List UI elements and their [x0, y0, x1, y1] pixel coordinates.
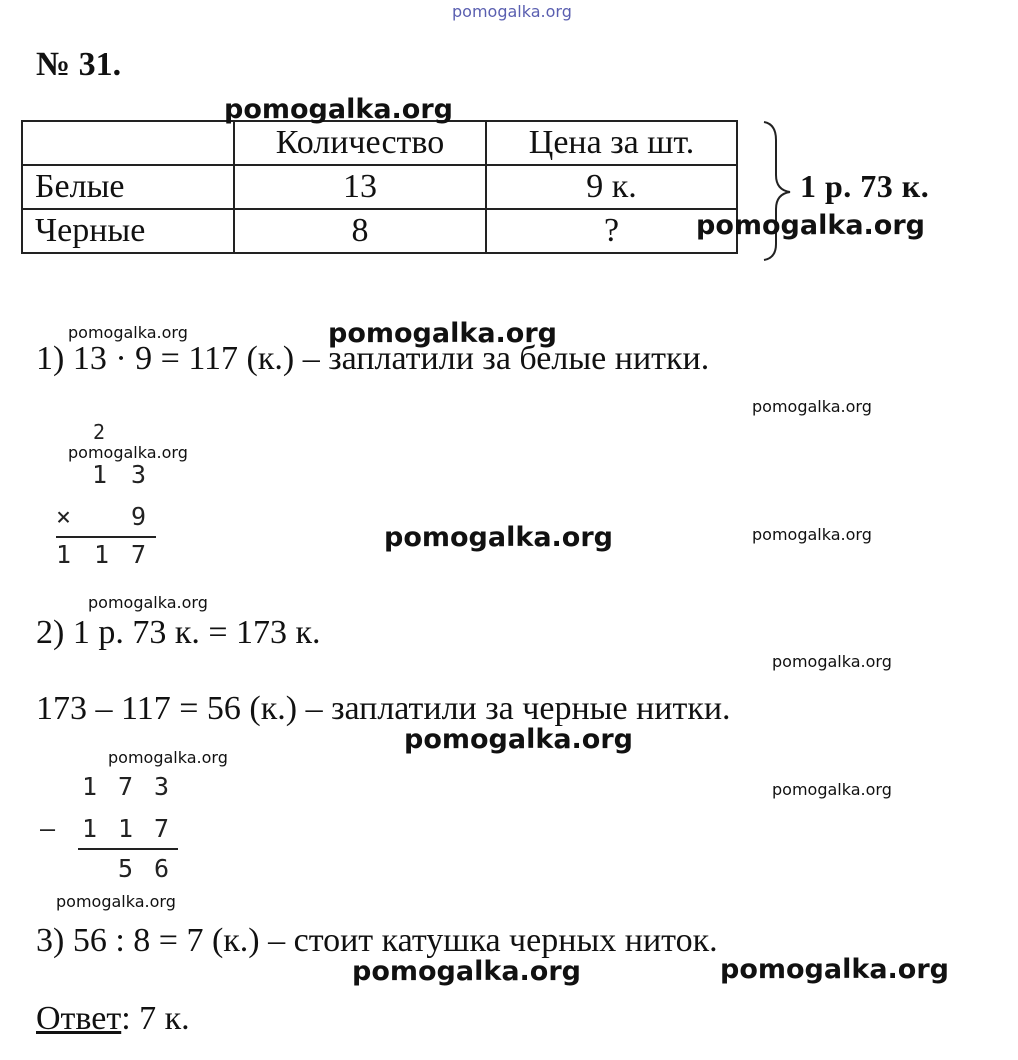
mult-digit: 9 — [131, 502, 147, 531]
watermark: pomogalka.org — [384, 522, 613, 553]
carry-digit: 2 — [93, 420, 106, 444]
watermark: pomogalka.org — [404, 724, 633, 755]
mult-result-digit: 1 — [94, 540, 110, 569]
step-2-subtraction: 173 – 117 = 56 (к.) – заплатили за черные нитки. — [36, 690, 731, 727]
table-cell: Черные — [22, 209, 234, 253]
sub-result-digit: 6 — [154, 854, 170, 883]
watermark: pomogalka.org — [108, 748, 228, 767]
watermark: pomogalka.org — [720, 954, 949, 985]
mult-result-digit: 7 — [131, 540, 147, 569]
watermark: pomogalka.org — [752, 525, 872, 544]
watermark: pomogalka.org — [88, 593, 208, 612]
sub-result-digit: 5 — [118, 854, 134, 883]
mult-digit: 3 — [131, 460, 147, 489]
mult-operator: × — [56, 502, 72, 531]
answer-value: : 7 к. — [121, 1000, 190, 1037]
mult-rule — [56, 536, 156, 538]
mult-result-digit: 1 — [56, 540, 72, 569]
table-cell: 13 — [234, 165, 486, 209]
watermark: pomogalka.org — [772, 780, 892, 799]
table-header-row — [22, 121, 737, 165]
step-1: 1) 13 · 9 = 117 (к.) – заплатили за белые нитки. — [36, 340, 710, 377]
watermark: pomogalka.org — [224, 94, 453, 125]
sub-operator: – — [40, 814, 56, 843]
sub-rule — [78, 848, 178, 850]
sub-digit: 1 — [82, 814, 98, 843]
watermark: pomogalka.org — [328, 318, 557, 349]
watermark-top: pomogalka.org — [452, 2, 572, 21]
total-sum-label: 1 р. 73 к. — [800, 168, 930, 204]
watermark: pomogalka.org — [352, 956, 581, 987]
table-cell: 9 к. — [486, 165, 737, 209]
table-header-cell — [22, 121, 234, 165]
answer-label: Ответ — [36, 1000, 122, 1037]
watermark: pomogalka.org — [752, 397, 872, 416]
watermark: pomogalka.org — [772, 652, 892, 671]
table-header-cell: Количество — [234, 121, 486, 165]
step-3: 3) 56 : 8 = 7 (к.) – стоит катушка черных ниток. — [36, 922, 718, 959]
sub-digit: 1 — [82, 772, 98, 801]
table-row — [22, 209, 737, 253]
step-2: 2) 1 р. 73 к. = 173 к. — [36, 614, 321, 651]
table-cell: 8 — [234, 209, 486, 253]
mult-digit: 1 — [92, 460, 108, 489]
watermark: pomogalka.org — [56, 892, 176, 911]
table-header-cell: Цена за шт. — [486, 121, 737, 165]
table-cell: ? — [486, 209, 737, 253]
table-cell: Белые — [22, 165, 234, 209]
sub-digit: 1 — [118, 814, 134, 843]
watermark: pomogalka.org — [696, 210, 925, 241]
watermark: pomogalka.org — [68, 323, 188, 342]
table-row — [22, 165, 737, 209]
sub-digit: 7 — [154, 814, 170, 843]
data-table — [21, 120, 738, 254]
answer — [36, 1000, 190, 1038]
problem-number: № 31. — [36, 46, 122, 83]
sub-digit: 3 — [154, 772, 170, 801]
sub-digit: 7 — [118, 772, 134, 801]
watermark: pomogalka.org — [68, 443, 188, 462]
